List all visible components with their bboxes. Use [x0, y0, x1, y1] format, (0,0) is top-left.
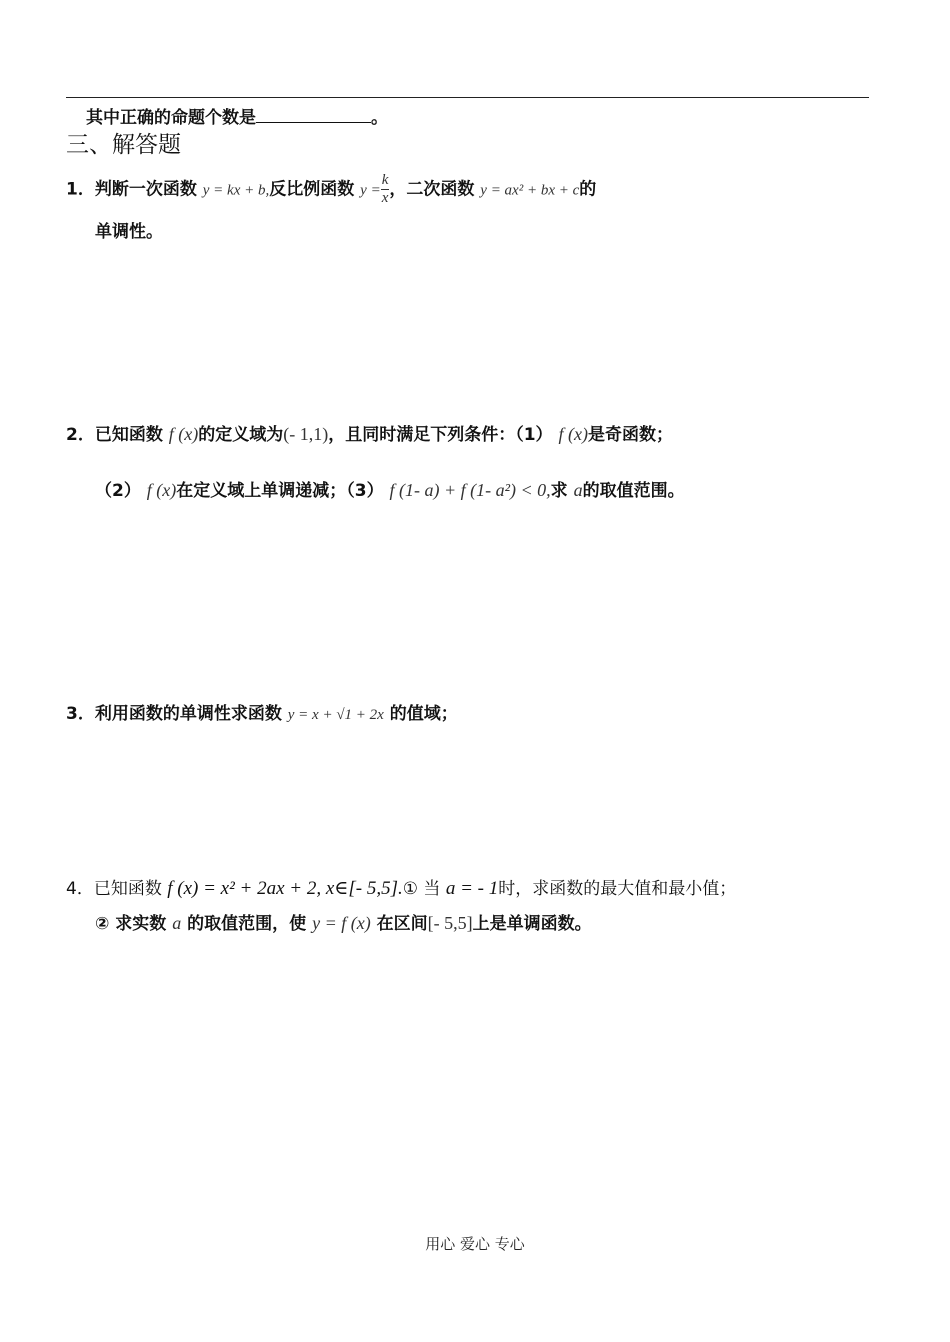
answer-prompt: 其中正确的命题个数是	[86, 108, 256, 128]
q3-text-1: 利用函数的单调性求函数	[94, 704, 282, 724]
q4-line2	[95, 909, 592, 934]
q2-formula-fx: f (x)	[168, 424, 199, 444]
q3-line1	[66, 699, 458, 724]
q4-text-6: 在区间	[376, 914, 428, 934]
answer-line	[86, 103, 388, 128]
q1-line1	[66, 172, 596, 207]
page-footer: 用心 爱心 专心	[425, 1235, 525, 1253]
q2-text-1: 已知函数	[94, 425, 163, 445]
q2-formula-domain: (- 1,1)	[283, 424, 329, 444]
q4-line1	[66, 874, 736, 900]
q1-formula-linear: y = kx + b,	[202, 182, 270, 199]
q2-text-8: 的取值范围。	[582, 481, 685, 501]
q3-text-2: 的值域；	[389, 704, 458, 724]
q4-text-4: ② 求实数	[95, 914, 167, 934]
q4-text-2: ① 当	[402, 879, 441, 899]
q4-formula-a-value: a = - 1	[445, 878, 499, 899]
q2-text-6: 在定义域上单调递减；（3）	[176, 481, 384, 501]
q1-fraction-num: k	[381, 172, 389, 188]
q2-line1	[66, 420, 673, 445]
q1-text-2: 反比例函数	[269, 179, 355, 200]
q4-formula-function: f (x) = x² + 2ax + 2, x∈[- 5,5].	[167, 878, 403, 899]
q4-formula-interval: [- 5,5]	[427, 913, 473, 933]
q4-formula-a: a	[172, 913, 182, 933]
q4-text-7: 上是单调函数。	[472, 914, 592, 934]
q4-number: 4．	[66, 879, 94, 899]
q1-text-3: ，二次函数	[389, 179, 475, 200]
top-rule	[66, 97, 869, 98]
q4-text-3: 时，求函数的最大值和最小值；	[498, 879, 737, 899]
q3-formula: y = x + √1 + 2x	[287, 707, 384, 723]
q2-text-5: （2）	[95, 481, 141, 501]
q4-text-1: 已知函数	[93, 879, 162, 899]
q2-formula-inequality: f (1- a) + f (1- a²) < 0,	[389, 480, 551, 500]
q3-number: 3．	[66, 704, 95, 724]
q1-number: 1．	[66, 179, 95, 200]
q2-formula-fx-3: f (x)	[146, 480, 177, 500]
q1-text-1: 判断一次函数	[94, 179, 197, 200]
q1-fraction-den: x	[381, 190, 389, 206]
q2-formula-a: a	[573, 480, 583, 500]
q2-text-2: 的定义域为	[198, 425, 284, 445]
section-title: 三、解答题	[66, 132, 181, 158]
q2-line2	[95, 476, 685, 501]
answer-end: 。	[371, 108, 388, 128]
q2-text-7: 求	[550, 481, 568, 501]
q2-text-3: ，且同时满足下列条件：（1）	[328, 425, 553, 445]
q1-line2: 单调性。	[95, 222, 163, 242]
q1-formula-quadratic: y = ax² + bx + c	[480, 182, 580, 199]
q2-number: 2．	[66, 425, 95, 445]
q2-formula-fx-2: f (x)	[558, 424, 588, 444]
q1-formula-inverse-lhs: y =	[360, 182, 381, 199]
answer-blank[interactable]	[256, 108, 371, 123]
q1-text-4: 的	[579, 179, 597, 200]
q4-text-5: 的取值范围，使	[187, 914, 307, 934]
q2-text-4: 是奇函数；	[587, 425, 673, 445]
q4-formula-y: y = f (x)	[312, 913, 371, 933]
